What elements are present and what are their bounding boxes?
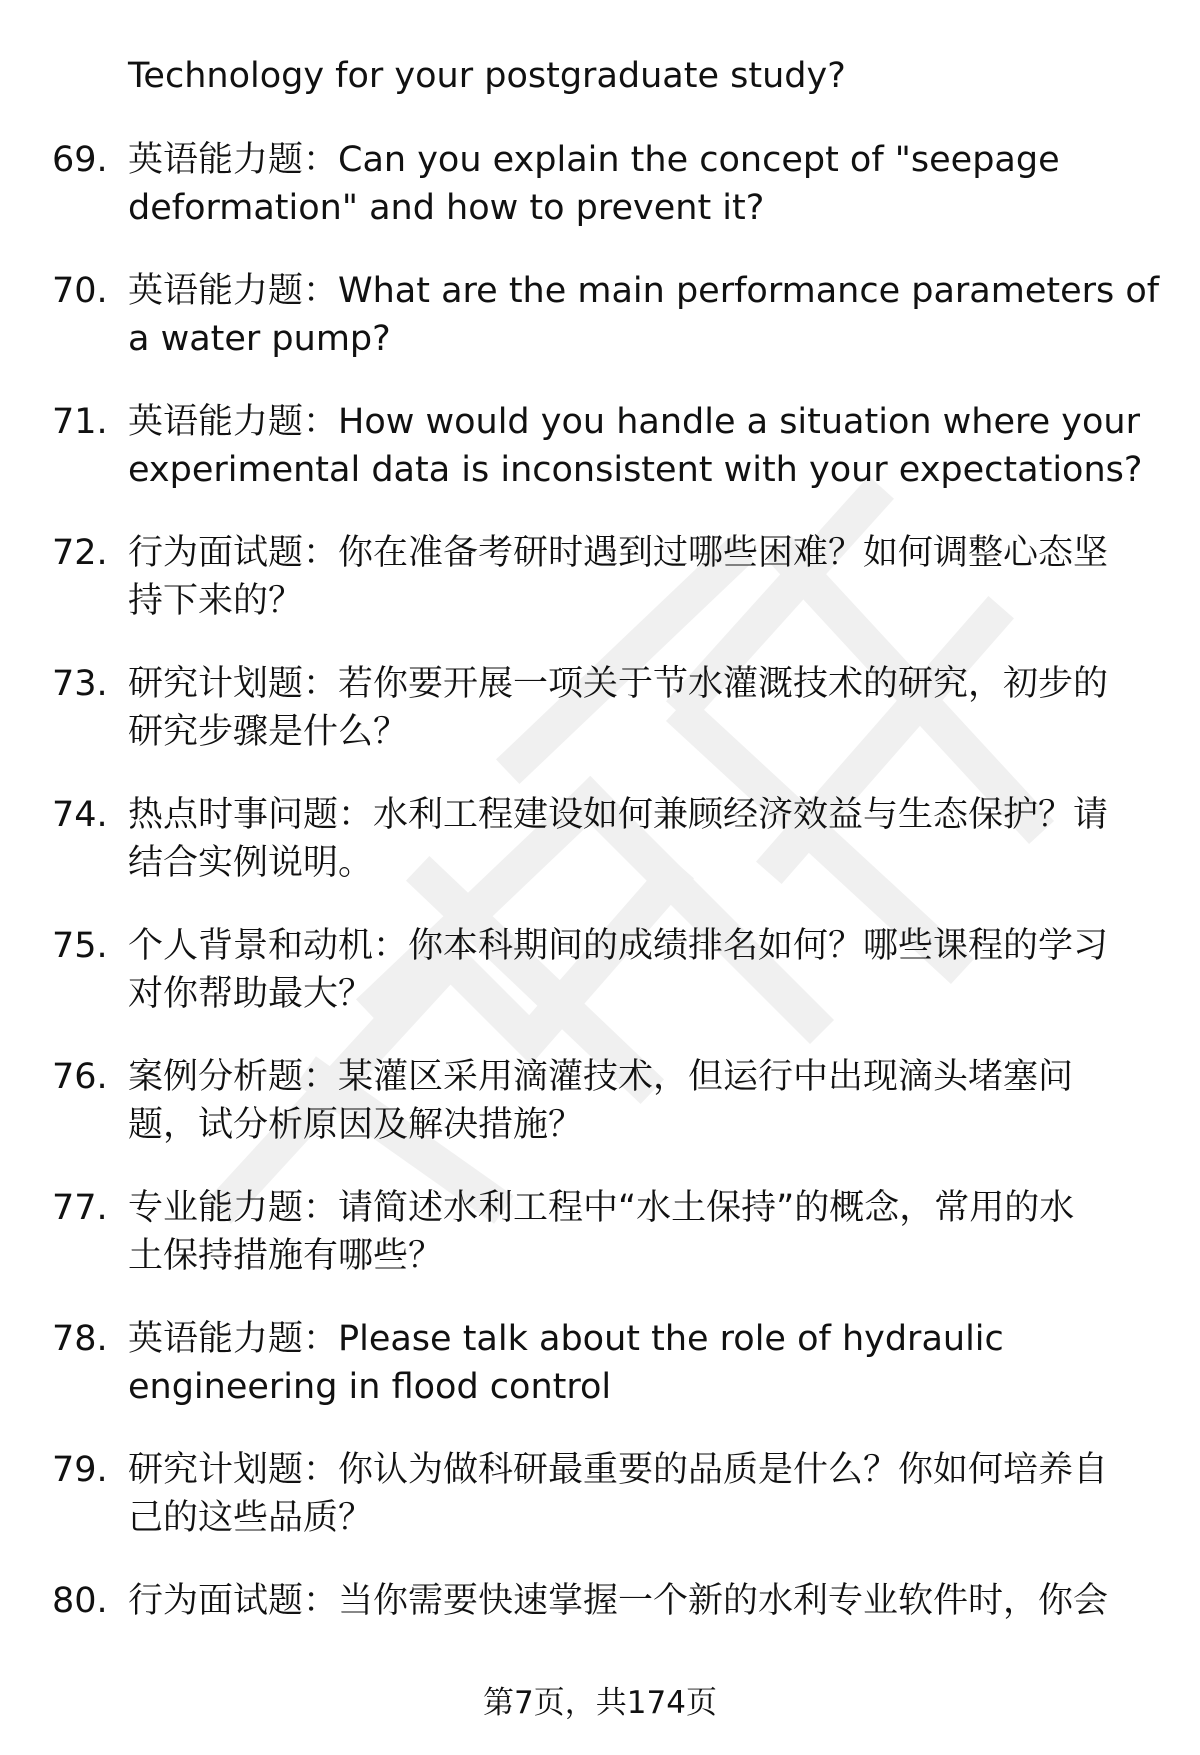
question-text-line: 英语能力题：How would you handle a situation where your: [128, 402, 1140, 442]
question-text-line: 案例分析题：某灌区采用滴灌技术，但运行中出现滴头堵塞问: [128, 1057, 1074, 1097]
question-text-line: 行为面试题：当你需要快速掌握一个新的水利专业软件时，你会: [128, 1581, 1109, 1621]
question-text-line: 研究计划题：你认为做科研最重要的品质是什么？你如何培养自: [128, 1450, 1109, 1490]
question-text-line: 英语能力题：Please talk about the role of hydraulic: [128, 1319, 1004, 1359]
question-number: 77.: [52, 1188, 108, 1228]
question-text-line: 结合实例说明。: [128, 843, 374, 883]
question-text-line: 对你帮助最大？: [128, 974, 374, 1014]
question-number: 79.: [52, 1450, 108, 1490]
question-text-line: 研究计划题：若你要开展一项关于节水灌溉技术的研究，初步的: [128, 664, 1109, 704]
question-text-line: 个人背景和动机：你本科期间的成绩排名如何？哪些课程的学习: [128, 926, 1109, 966]
question-text-line: 英语能力题：What are the main performance parameters of: [128, 271, 1160, 311]
question-text-line: 热点时事问题：水利工程建设如何兼顾经济效益与生态保护？请: [128, 795, 1109, 835]
question-text-line: 土保持措施有哪些？: [128, 1236, 444, 1276]
question-number: 73.: [52, 664, 108, 704]
question-text-line: 持下来的？: [128, 581, 304, 621]
question-number: 74.: [52, 795, 108, 835]
question-number: 76.: [52, 1057, 108, 1097]
question-number: 78.: [52, 1319, 108, 1359]
question-number: 80.: [52, 1581, 108, 1621]
question-number: 72.: [52, 533, 108, 573]
question-text-line: 研究步骤是什么？: [128, 712, 409, 752]
page-footer: 第7页，共174页: [483, 1685, 717, 1721]
question-text-line: 英语能力题：Can you explain the concept of "seepage: [128, 140, 1060, 180]
question-number: 71.: [52, 402, 108, 442]
question-text-line: 行为面试题：你在准备考研时遇到过哪些困难？如何调整心态坚: [128, 533, 1109, 573]
question-number: 69.: [52, 140, 108, 180]
question-text-line: engineering in flood control: [128, 1367, 612, 1407]
question-text-line: a water pump?: [128, 319, 391, 359]
question-text-line: 专业能力题：请简述水利工程中“水土保持”的概念，常用的水: [128, 1188, 1075, 1228]
question-text-line: 己的这些品质？: [128, 1498, 374, 1538]
question-number: 75.: [52, 926, 108, 966]
question-number: 70.: [52, 271, 108, 311]
question-text-line: 题，试分析原因及解决措施？: [128, 1105, 584, 1145]
continuation-line: Technology for your postgraduate study?: [128, 56, 846, 96]
question-text-line: deformation" and how to prevent it?: [128, 188, 765, 228]
question-text-line: experimental data is inconsistent with your expectations?: [128, 450, 1143, 490]
